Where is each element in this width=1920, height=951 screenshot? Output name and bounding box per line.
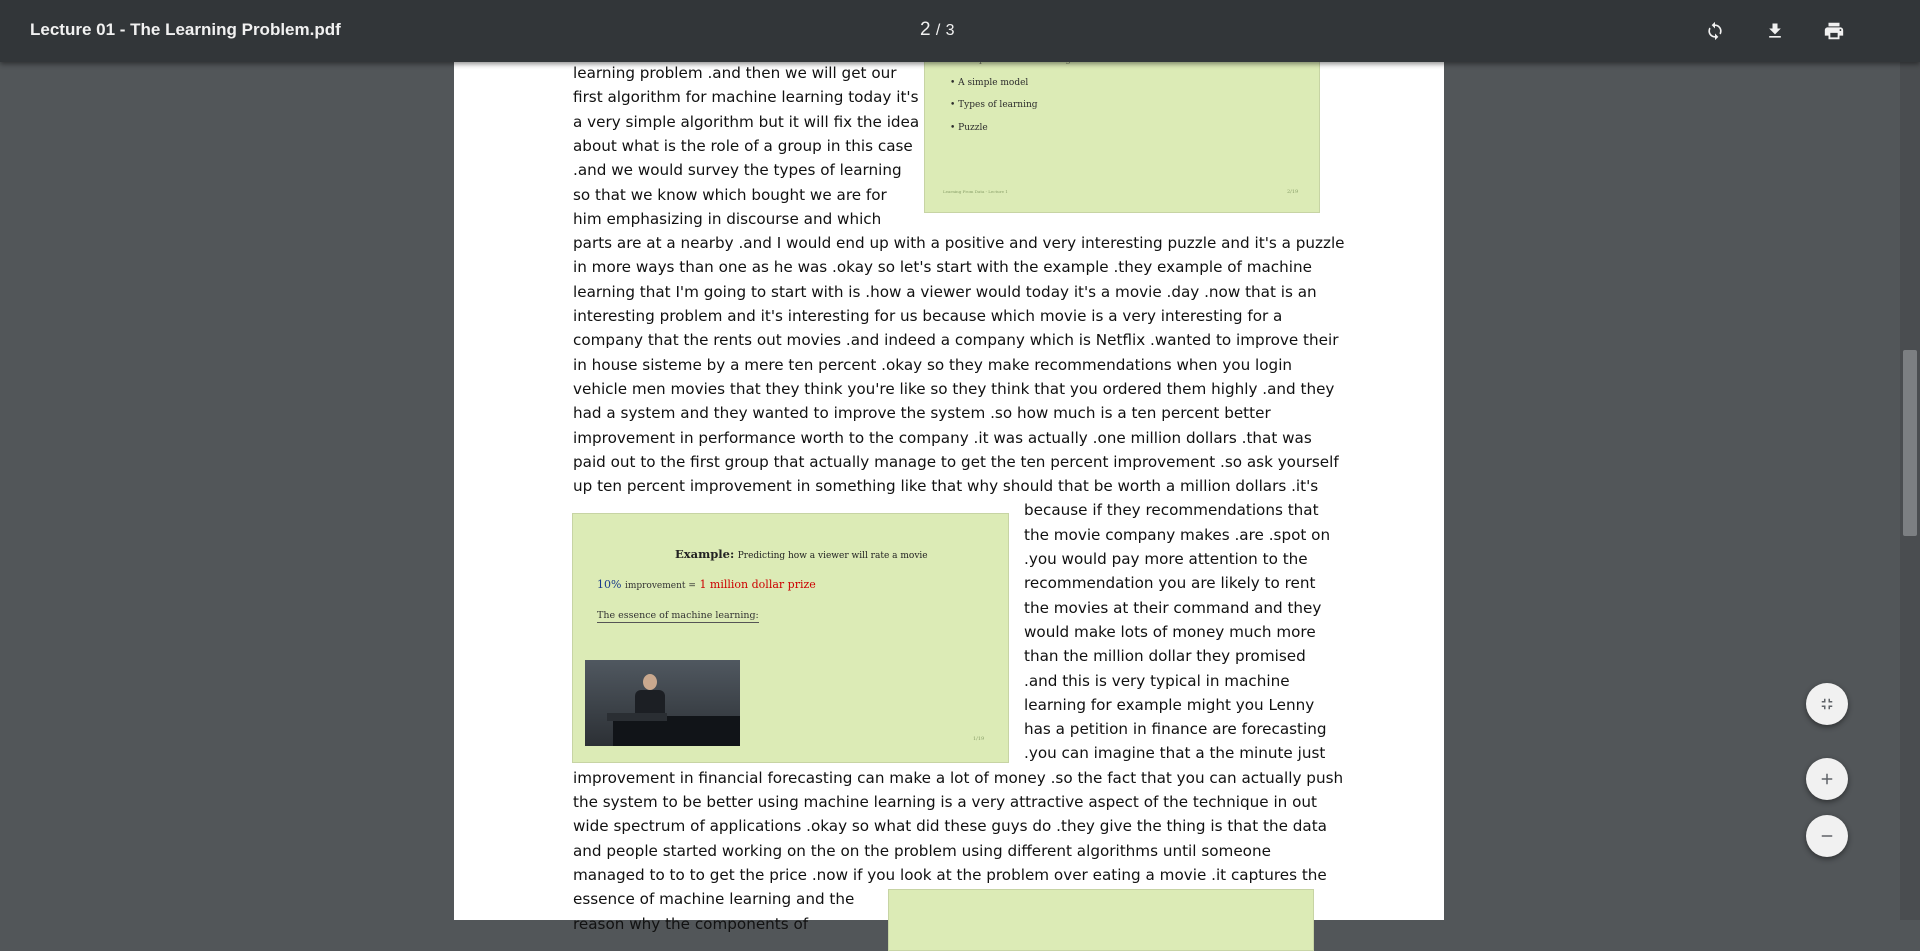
text-line: learning that I'm going to start with is .how a viewer would today it's a movie .day .now that is an (573, 282, 1317, 301)
slide-bullet-text: Puzzle (958, 123, 988, 133)
text-line: managed to to to get the price .now if you look at the problem over eating a movie .it captures the (573, 865, 1327, 884)
text-line: .you would pay more attention to the (1024, 550, 1308, 568)
text-line: learning problem .and then we will get our (573, 64, 897, 82)
slide-percent: 10% (597, 578, 622, 591)
text-line: in more ways than one as he was .okay so let's start with the example .they example of machine (573, 258, 1312, 277)
download-icon (1765, 21, 1785, 41)
text-line: reason why the components of (573, 914, 809, 933)
slide-footer-left: Learning From Data - Lecture 1 (943, 189, 1008, 194)
pdf-page (454, 0, 1444, 933)
text-line: recommendation you are likely to rent (1024, 574, 1316, 593)
fit-to-page-button[interactable] (1806, 683, 1848, 725)
text-line: improvement in performance worth to the company .it was actually .one million dollars .that was (573, 428, 1312, 447)
slide-title (675, 547, 928, 561)
zoom-out-icon (1818, 827, 1836, 845)
zoom-in-button[interactable] (1806, 758, 1848, 800)
text-line: wide spectrum of applications .okay so what did these guys do .they give the thing is that the data (573, 817, 1327, 836)
rotate-icon (1705, 21, 1725, 41)
slide-bullet: • A simple model (950, 78, 1029, 88)
slide-bullet: • Types of learning (950, 100, 1038, 110)
page-separator: / (935, 22, 941, 39)
text-line: the movie company makes .are .spot on (1024, 525, 1331, 544)
scrollbar-thumb[interactable] (1903, 350, 1917, 536)
text-line: and people started working on the on the problem using different algorithms until someone (573, 841, 1271, 860)
slide-prize-line (597, 578, 816, 591)
text-line: up ten percent improvement in something like that why should that be worth a million dollars .it's (573, 477, 1319, 496)
slide-footer-right: 2/19 (1287, 189, 1299, 195)
lecturer-video-still (585, 660, 740, 746)
text-line: interesting problem and it's interesting for us because which movie is a very interesting for a (573, 307, 1283, 325)
zoom-in-icon (1818, 770, 1836, 788)
text-line: essence of machine learning and the (573, 890, 855, 909)
current-page-input[interactable]: 2 (920, 19, 931, 40)
total-pages: 3 (945, 22, 955, 39)
text-line: a very simple algorithm but it will fix the idea (573, 112, 920, 131)
text-line: company that the rents out movies .and indeed a company which is Netflix .wanted to improve their (573, 331, 1339, 350)
text-line: paid out to the first group that actually manage to get the ten percent improvement .so ask yourself (573, 452, 1339, 471)
slide-title-text: Predicting how a viewer will rate a movie (737, 551, 928, 561)
slide-title-label: Example: (675, 547, 735, 561)
text-line: .and we would survey the types of learning (573, 161, 902, 180)
text-line: so that we know which bought we are for (573, 185, 887, 204)
download-button[interactable] (1759, 15, 1791, 47)
text-line: vehicle men movies that they think you're like so they think that you ordered them highly .and they (573, 379, 1335, 398)
text-line: has a petition in finance are forecasting (1024, 720, 1327, 739)
slide-bullet: • Puzzle (950, 123, 988, 133)
slide-bullet-text: Types of learning (958, 100, 1038, 110)
page-indicator (920, 19, 955, 41)
slide-page-number: 1/19 (973, 736, 985, 742)
text-line: .you can imagine that a the minute just (1024, 744, 1326, 763)
text-line: parts are at a nearby .and I would end up with a positive and very interesting puzzle and it's a puzzle (573, 234, 1345, 253)
text-line: learning for example might you Lenny (1024, 695, 1315, 714)
text-line: about what is the role of a group in this case (573, 136, 913, 155)
slide-image-example (572, 513, 1009, 763)
slide-image-next (888, 889, 1314, 951)
text-line: would make lots of money much more (1024, 622, 1316, 641)
document-title: Lecture 01 - The Learning Problem.pdf (30, 20, 341, 39)
fit-to-page-icon (1818, 695, 1836, 713)
viewer-toolbar (0, 0, 1920, 62)
zoom-out-button[interactable] (1806, 815, 1848, 857)
text-line: had a system and they wanted to improve the system .so how much is a ten percent better (573, 404, 1271, 423)
print-icon (1823, 20, 1845, 42)
text-line: in house sisteme by a mere ten percent .okay so they make recommendations when you login (573, 355, 1293, 374)
text-line: because if they recommendations that (1024, 501, 1319, 520)
slide-improvement-text: improvement = (624, 581, 696, 591)
text-line: improvement in financial forecasting can make a lot of money .so the fact that you can actually push (573, 768, 1344, 787)
text-line: him emphasizing in discourse and which (573, 209, 882, 228)
slide-bullet-text: A simple model (958, 78, 1029, 88)
slide-prize-text: 1 million dollar prize (699, 578, 816, 591)
text-line: .and this is very typical in machine (1024, 671, 1290, 690)
rotate-button[interactable] (1699, 15, 1731, 47)
text-line: the movies at their command and they (1024, 598, 1322, 617)
text-line: than the million dollar they promised (1024, 647, 1306, 666)
text-line: the system to be better using machine learning is a very attractive aspect of the technique in out (573, 793, 1318, 811)
text-line: first algorithm for machine learning today it's (573, 88, 919, 107)
slide-essence-text: The essence of machine learning: (597, 610, 759, 621)
print-button[interactable] (1818, 15, 1850, 47)
